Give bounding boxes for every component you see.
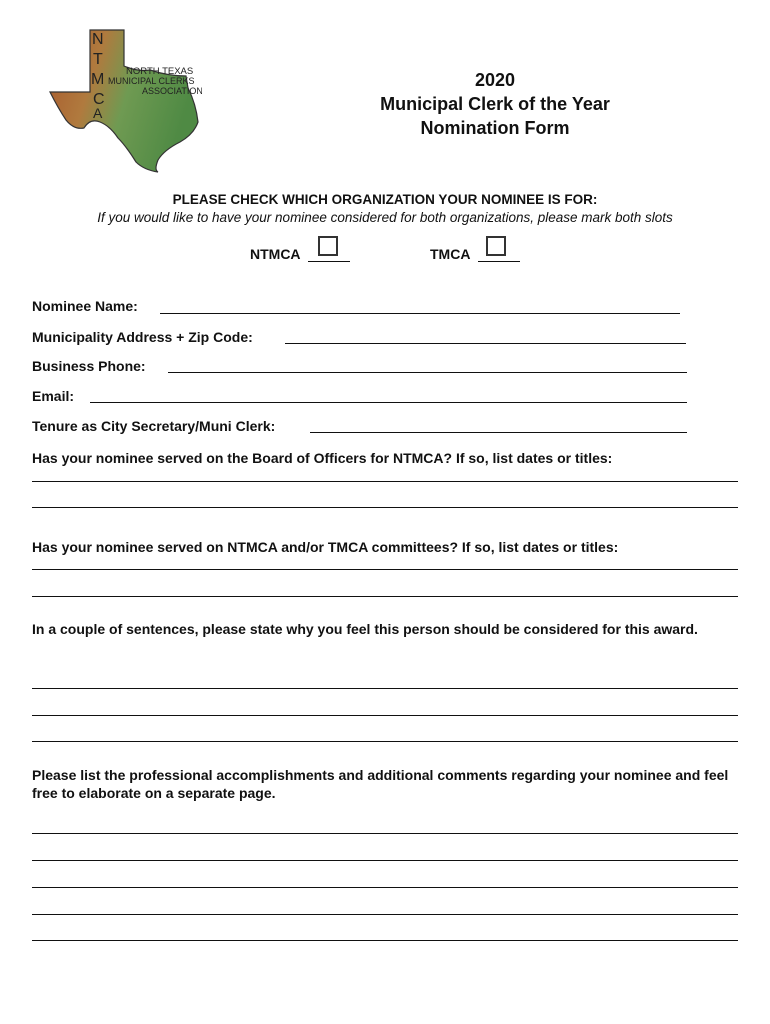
- why-answer-line-2[interactable]: [32, 715, 738, 716]
- tmca-checkbox[interactable]: [486, 236, 506, 256]
- nominee-name-field[interactable]: [160, 313, 680, 314]
- logo-letter-n: N: [92, 31, 104, 48]
- ntmca-checkbox[interactable]: [318, 236, 338, 256]
- accomplishments-answer-line-3[interactable]: [32, 887, 738, 888]
- accomplishments-answer-line-4[interactable]: [32, 914, 738, 915]
- board-answer-line-1[interactable]: [32, 481, 738, 482]
- phone-label: Business Phone:: [32, 358, 146, 374]
- accomplishments-answer-line-1[interactable]: [32, 833, 738, 834]
- tmca-label: TMCA: [430, 246, 471, 262]
- committees-answer-line-2[interactable]: [32, 596, 738, 597]
- nominee-name-label: Nominee Name:: [32, 298, 138, 314]
- tmca-line: [478, 261, 520, 262]
- logo-letter-t: T: [93, 51, 103, 68]
- ntmca-logo: [46, 26, 202, 174]
- board-question: Has your nominee served on the Board of Officers for NTMCA? If so, list dates or titles:: [32, 450, 613, 466]
- address-field[interactable]: [285, 343, 686, 344]
- ntmca-label: NTMCA: [250, 246, 301, 262]
- committees-question: Has your nominee served on NTMCA and/or TMCA committees? If so, list dates or titles:: [32, 539, 619, 555]
- tmca-option: [430, 236, 530, 264]
- logo-letter-m: M: [91, 71, 105, 88]
- tenure-label: Tenure as City Secretary/Muni Clerk:: [32, 418, 276, 434]
- ntmca-line: [308, 261, 350, 262]
- committees-answer-line-1[interactable]: [32, 569, 738, 570]
- logo-letter-a: A: [93, 105, 103, 121]
- logo-line-2: MUNICIPAL CLERKS: [108, 76, 195, 86]
- email-label: Email:: [32, 388, 75, 404]
- accomplishments-answer-line-2[interactable]: [32, 860, 738, 861]
- texas-map-shape: [50, 30, 198, 172]
- why-answer-line-3[interactable]: [32, 741, 738, 742]
- logo-line-3: ASSOCIATION: [142, 86, 202, 96]
- accomplishments-answer-line-5[interactable]: [32, 940, 738, 941]
- form-subtitle: Nomination Form: [420, 118, 570, 138]
- ntmca-option: [250, 236, 360, 264]
- organization-heading: PLEASE CHECK WHICH ORGANIZATION YOUR NOMINEE IS FOR:: [172, 192, 598, 207]
- tenure-field[interactable]: [310, 432, 687, 433]
- accomplishments-question: Please list the professional accomplishments and additional comments regarding your nominee and feel free to elaborate on a separate page.: [32, 767, 729, 801]
- why-question: In a couple of sentences, please state why you feel this person should be considered for this award.: [32, 621, 698, 637]
- why-answer-line-1[interactable]: [32, 688, 738, 689]
- phone-field[interactable]: [168, 372, 687, 373]
- address-label: Municipality Address + Zip Code:: [32, 329, 253, 345]
- email-field[interactable]: [90, 402, 687, 403]
- logo-line-1: NORTH TEXAS: [126, 66, 194, 77]
- form-title: Municipal Clerk of the Year: [380, 94, 610, 114]
- organization-note: If you would like to have your nominee considered for both organizations, please mark both slots: [97, 210, 673, 225]
- form-year: 2020: [474, 70, 516, 90]
- logo-letter-c: C: [93, 91, 105, 108]
- board-answer-line-2[interactable]: [32, 507, 738, 508]
